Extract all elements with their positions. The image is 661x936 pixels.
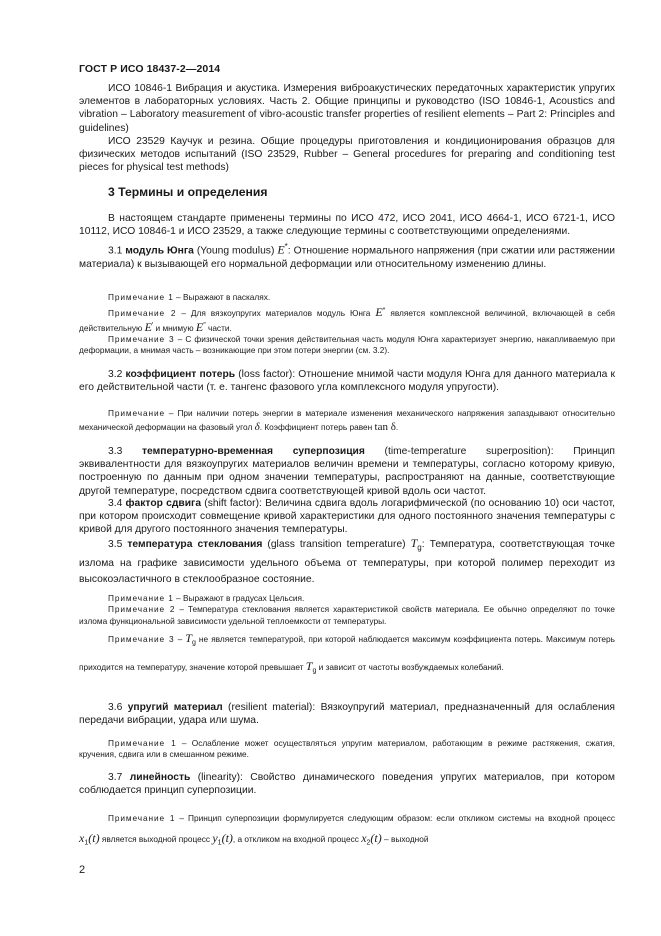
term-3-7-name: линейность — [129, 772, 191, 783]
terms-intro — [79, 212, 615, 238]
term-3-5-notes — [79, 593, 615, 683]
term-3-6 — [79, 701, 615, 727]
term-3-2-definition: 3.2 коэффициент потерь (loss factor): Отношение мнимой части модуля Юнга для данного материала к его действительной части (т. е. тангенс фазового угла комплексного модуля упругости). — [79, 369, 615, 394]
term-3-2-note — [79, 406, 615, 434]
term-3-7-definition: 3.7 линейность (linearity): Свойство динамического поведения упругих материалов, при котором соблюдается принцип суперпозиции. — [79, 772, 615, 797]
term-3-4-definition: 3.4 фактор сдвига (shift factor): Величина сдвига вдоль логарифмической (по основанию 10) оси частот, при котором происходит совмещение кривой характеристики для одного постоянного значения температуры с кривой для другого постоянного значения температуры. — [79, 498, 615, 536]
term-3-1-name: модуль Юнга — [125, 245, 194, 257]
term-3-4 — [79, 497, 615, 537]
term-3-7-note — [79, 808, 615, 854]
note: Примечание 1 – Выражают в паскалях. — [108, 292, 271, 302]
term-3-3-name: температурно-временная суперпозиция — [141, 446, 365, 457]
note: Примечание 1 – Ослабление может осуществляться упругим материалом, работающим в режиме растяжения, сжатия, кручения, сдвига или в смешанном режиме. — [79, 738, 615, 760]
term-3-3-definition: 3.3 температурно-временная суперпозиция (time-temperature superposition): Принцип эквивалентности для вязкоупругих материалов величин времени и температуры, согласно которому кривую, построенную по данным при одном значении температуры, распространяют на данные, соответствующие другой температуре, посредством сдвига соответствующей кривой вдоль оси частот. — [79, 446, 615, 497]
term-3-1-notes — [79, 292, 615, 357]
term-3-1 — [79, 240, 615, 271]
note: Примечание 1 – Выражают в градусах Цельсия. — [108, 593, 305, 603]
term-3-5-name: температура стеклования — [127, 539, 263, 550]
term-3-6-definition: 3.6 упругий материал (resilient material): Вязкоупругий материал, предназначенный для ослабления передачи вибрации, удара или шума. — [79, 702, 615, 727]
term-3-4-name: фактор сдвига — [125, 498, 202, 509]
note: Примечание $3 - T_g$ не является температурой, при которой наблюдается максимум коэффициента потерь. Максимум потерь приходится на температуру, значение которой превышает $T_g$ и зависит от частоты возбуждаемых колебаний. — [79, 631, 615, 675]
reference-iso-10846-1: ИСО 10846-1 Вибрация и акустика. Измерения виброакустических передаточных характеристик упругих элементов в лабораторных условиях. Часть 2. Общие принципы и руководство (ISO 10846-1, Acoustics and vibration – Laboratory measurement of vibro-acoustic transfer properties of resilient elements – Part 2: Principles and guidelines) — [79, 83, 615, 134]
intro-paragraph: В настоящем стандарте применены термины по ИСО 472, ИСО 2041, ИСО 4664-1, ИСО 6721-1, ИСО 10112, ИСО 10846-1 и ИСО 23529, а также следующие термины с соответствующими определениями. — [79, 213, 615, 238]
section-title: 3 Термины и определения — [108, 185, 268, 199]
note: Примечание 1 – Принцип суперпозиции формулируется следующим образом: если откликом системы на входной процесс $x_1(t)$ является выходной процесс $y_1(t)$, а откликом на входной процесс $x_2(t)$ – выходной — [79, 813, 615, 847]
term-3-3 — [79, 445, 615, 498]
note: Примечание – При наличии потерь энергии в материале изменения механического напряжения запаздывают относительно механической деформации на фазовый угол δ. Коэффициент потерь равен tan δ. — [79, 408, 615, 433]
document-header: ГОСТ Р ИСО 18437-2—2014 — [79, 63, 221, 75]
term-3-7 — [79, 771, 615, 797]
term-3-6-note — [79, 738, 615, 761]
term-3-2 — [79, 368, 615, 394]
term-3-6-name: упругий материал — [127, 702, 223, 713]
note: Примечание 3 – С физической точки зрения действительная часть модуля Юнга характеризует энергию, накапливаемую при деформации, а мнимая часть – возникающие при этом потери энергии (см. 3.2). — [79, 333, 615, 356]
normative-references — [79, 82, 615, 174]
reference-iso-23529: ИСО 23529 Каучук и резина. Общие процедуры приготовления и кондиционирования образцов для физических методов испытаний (ISO 23529, Rubber – General procedures for preparing and conditioning test pieces for physical test methods) — [79, 135, 615, 174]
note: Примечание 2 – Температура стеклования является характеристикой свойств материала. Ее обычно определяют по точке излома функциональной зависимости удельной теплоемкости от температуры. — [79, 604, 615, 626]
page-number: 2 — [79, 864, 86, 876]
term-3-5 — [79, 535, 615, 588]
note: Примечание 2 – Для вязкоупругих материалов модуль Юнга E* является комплексной величиной, включающей в себя действительную E′ и мнимую E″ части. — [79, 305, 615, 334]
term-3-2-name: коэффициент потерь — [125, 369, 236, 380]
term-3-5-definition: 3.5 температура стеклования (glass transition temperature) $T_g$: Температура, соответствующая точке излома на графике зависимости удельного объема от температуры, при которой полимер переходит из высокоэластичного в стеклообразное состояние. — [79, 536, 615, 586]
term-3-1-definition: 3.1 модуль Юнга (Young modulus) E*: Отношение нормального напряжения (при сжатии или растяжении материала) к вызывающей его нормальной деформации или относительному изменению длины. — [79, 242, 615, 270]
